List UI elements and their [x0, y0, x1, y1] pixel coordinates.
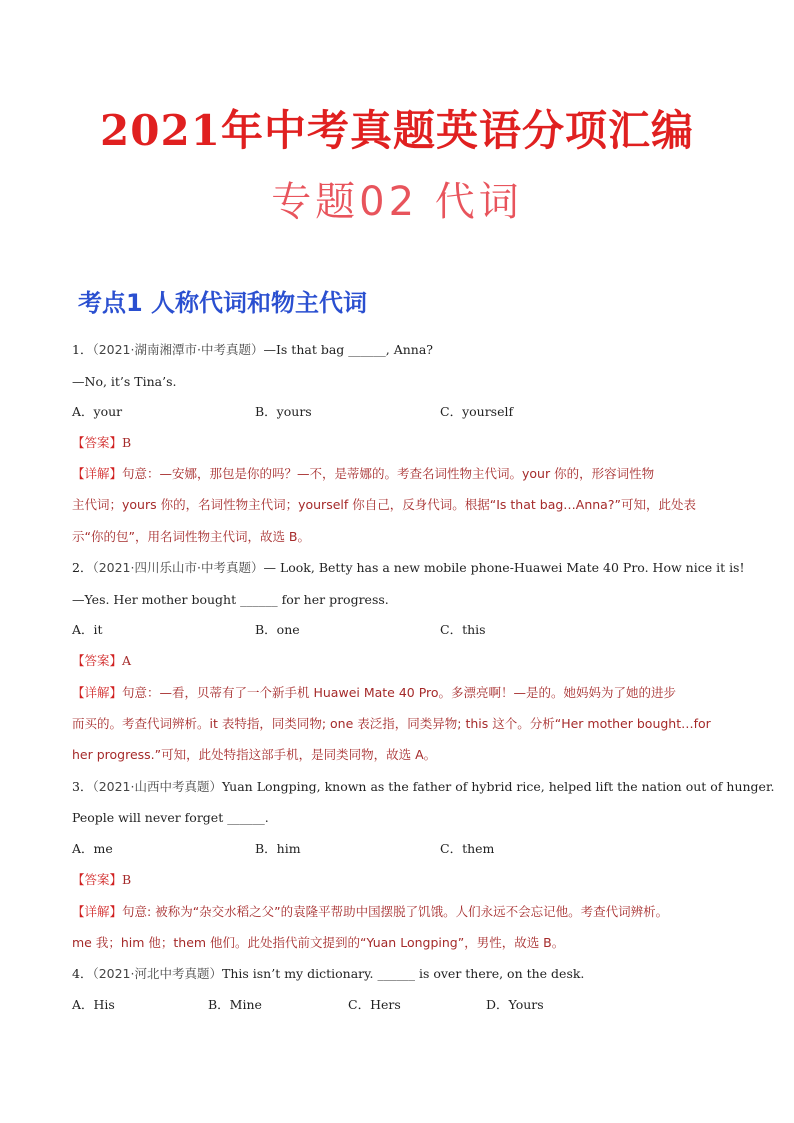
- option-b: B．him: [255, 841, 301, 856]
- option-a: A．it: [72, 622, 103, 637]
- option-c: C．them: [440, 841, 495, 856]
- answer-value: B: [122, 872, 132, 887]
- question-number: 4．: [72, 966, 93, 981]
- question-text: This isn’t my dictionary. ______ is over there, on the desk.: [222, 966, 585, 981]
- question-3-stem: [72, 779, 775, 795]
- option-a: A．me: [72, 841, 113, 856]
- question-3-detail-2: me 我；him 他；them 他们。此处指代前文提到的“Yuan Longping”，男性，故选 B。: [72, 935, 565, 950]
- question-3-stem-2: People will never forget ______.: [72, 810, 269, 825]
- question-source: （2021·山西中考真题）: [92, 779, 222, 794]
- answer-value: A: [122, 653, 132, 668]
- question-1-answer: [72, 435, 131, 451]
- question-1-detail-1: 【详解】句意：—安娜，那包是你的吗？—不，是蒂娜的。考查名词性物主代词。your 你的，形容词性物: [72, 466, 655, 481]
- page-title: 2021年中考真题英语分项汇编: [100, 106, 694, 155]
- page-subtitle: 专题02 代词: [271, 179, 523, 225]
- question-number: 1．: [72, 342, 93, 357]
- question-4-stem: [72, 966, 584, 982]
- question-text: Yuan Longping, known as the father of hybrid rice, helped lift the nation out of hunger.: [222, 779, 775, 794]
- option-c: C．Hers: [348, 997, 401, 1012]
- question-3-answer: [72, 872, 131, 888]
- answer-label: 【答案】: [72, 872, 123, 887]
- question-2-stem: [72, 560, 745, 576]
- question-text: — Look, Betty has a new mobile phone-Huawei Mate 40 Pro. How nice it is!: [263, 560, 745, 575]
- question-2-detail-3: her progress.”可知，此处特指这部手机，是同类同物，故选 A。: [72, 747, 437, 762]
- question-1-detail-2: 主代词；yours 你的，名词性物主代词；yourself 你自己，反身代词。根据“Is that bag…Anna?”可知，此处表: [72, 497, 696, 512]
- question-1-stem-2: —No, it’s Tina’s.: [72, 374, 177, 389]
- option-b: B．one: [255, 622, 300, 637]
- question-text: —Is that bag ______, Anna?: [263, 342, 433, 357]
- question-number: 3．: [72, 779, 93, 794]
- option-c: C．yourself: [440, 404, 514, 419]
- section-heading: 考点1 人称代词和物主代词: [78, 289, 368, 317]
- option-a: A．His: [72, 997, 115, 1012]
- question-2-detail-2: 而买的。考查代词辨析。it 表特指，同类同物; one 表泛指，同类异物; this 这个。分析“Her mother bought…for: [72, 716, 711, 731]
- question-1-detail-3: 示“你的包”，用名词性物主代词，故选 B。: [72, 529, 311, 544]
- option-b: B．yours: [255, 404, 312, 419]
- detail-label: 【详解】: [72, 904, 123, 919]
- detail-label: 【详解】: [72, 466, 123, 481]
- question-1-stem: [72, 342, 433, 358]
- question-source: （2021·河北中考真题）: [92, 966, 222, 981]
- question-number: 2．: [72, 560, 93, 575]
- question-2-detail-1: 【详解】句意：—看，贝蒂有了一个新手机 Huawei Mate 40 Pro。多漂亮啊！—是的。她妈妈为了她的进步: [72, 685, 677, 700]
- option-a: A．your: [72, 404, 123, 419]
- question-2-stem-2: —Yes. Her mother bought ______ for her progress.: [72, 592, 389, 607]
- question-source: （2021·四川乐山市·中考真题）: [92, 560, 264, 575]
- option-c: C．this: [440, 622, 486, 637]
- question-2-answer: [72, 653, 131, 669]
- answer-value: B: [122, 435, 132, 450]
- option-d: D．Yours: [486, 997, 544, 1012]
- answer-label: 【答案】: [72, 653, 123, 668]
- question-3-detail-1: 【详解】句意: 被称为“杂交水稻之父”的袁隆平帮助中国摆脱了饥饿。人们永远不会忘记他。考查代词辨析。: [72, 904, 669, 919]
- option-b: B．Mine: [208, 997, 262, 1012]
- answer-label: 【答案】: [72, 435, 123, 450]
- question-source: （2021·湖南湘潭市·中考真题）: [92, 342, 264, 357]
- detail-label: 【详解】: [72, 685, 123, 700]
